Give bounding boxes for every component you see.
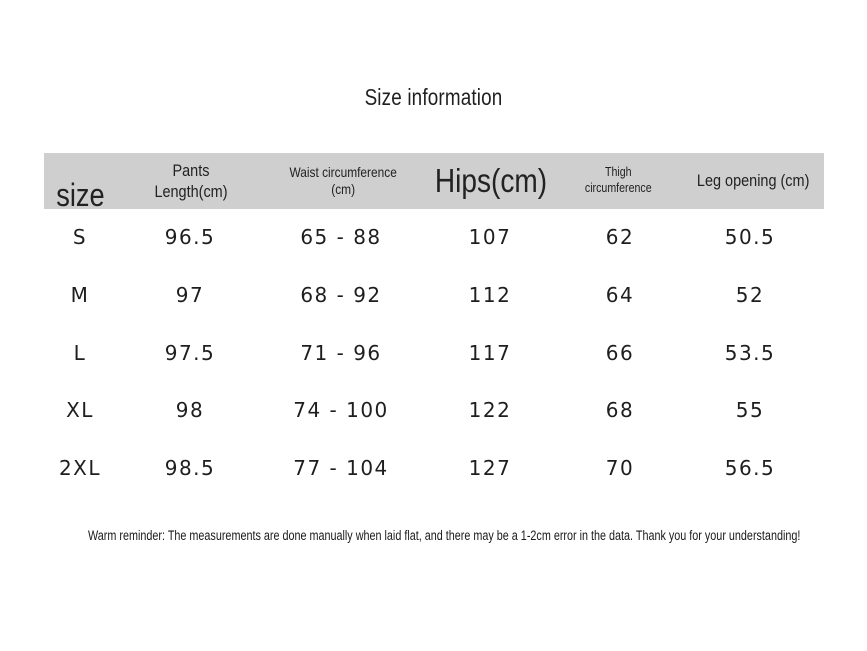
cell-size: L	[73, 341, 87, 365]
cell-hips: 107	[468, 225, 512, 249]
table-row	[44, 333, 824, 373]
header-size: size	[55, 177, 105, 213]
header-waist-line2: (cm)	[331, 181, 355, 197]
cell-thigh: 62	[605, 225, 635, 249]
cell-pants-length: 97.5	[164, 341, 216, 365]
header-pants-length: Pants Length(cm)	[154, 160, 228, 201]
measurement-reminder: Warm reminder: The measurements are done manually when laid flat, and there may be a 1-2cm error in the data. Thank you for your understanding!	[88, 528, 801, 543]
cell-pants-length: 98	[175, 398, 205, 422]
cell-size: S	[72, 225, 88, 249]
cell-waist: 71 - 96	[300, 341, 382, 365]
cell-thigh: 68	[605, 398, 635, 422]
header-waist-line1: Waist circumference	[289, 163, 397, 180]
cell-hips: 117	[468, 341, 512, 365]
header-thigh-line1: Thigh	[604, 165, 632, 180]
header-thigh-line2: circumference	[584, 181, 652, 195]
cell-pants-length: 96.5	[164, 225, 216, 249]
cell-waist: 74 - 100	[293, 398, 389, 422]
cell-size: M	[70, 283, 90, 307]
cell-hips: 127	[468, 456, 512, 480]
cell-size: 2XL	[58, 456, 102, 480]
header-leg-opening: Leg opening (cm)	[696, 171, 810, 191]
cell-leg-opening: 53.5	[724, 341, 776, 365]
header-thigh	[572, 153, 664, 209]
cell-leg-opening: 52	[735, 283, 765, 307]
header-hips: Hips(cm)	[434, 162, 548, 200]
cell-waist: 77 - 104	[293, 456, 389, 480]
header-waist	[270, 153, 416, 209]
cell-thigh: 66	[605, 341, 635, 365]
cell-waist: 65 - 88	[300, 225, 382, 249]
cell-leg-opening: 50.5	[724, 225, 776, 249]
cell-thigh: 64	[605, 283, 635, 307]
table-row	[44, 448, 824, 488]
cell-hips: 112	[468, 283, 512, 307]
cell-pants-length: 98.5	[164, 456, 216, 480]
table-row	[44, 217, 824, 257]
page-title: Size information	[364, 84, 503, 110]
cell-hips: 122	[468, 398, 512, 422]
cell-leg-opening: 55	[735, 398, 765, 422]
table-row	[44, 390, 824, 430]
cell-leg-opening: 56.5	[724, 456, 776, 480]
table-row	[44, 275, 824, 315]
cell-thigh: 70	[605, 456, 635, 480]
cell-waist: 68 - 92	[300, 283, 382, 307]
cell-size: XL	[66, 398, 94, 422]
cell-pants-length: 97	[175, 283, 205, 307]
table-header	[44, 153, 824, 213]
